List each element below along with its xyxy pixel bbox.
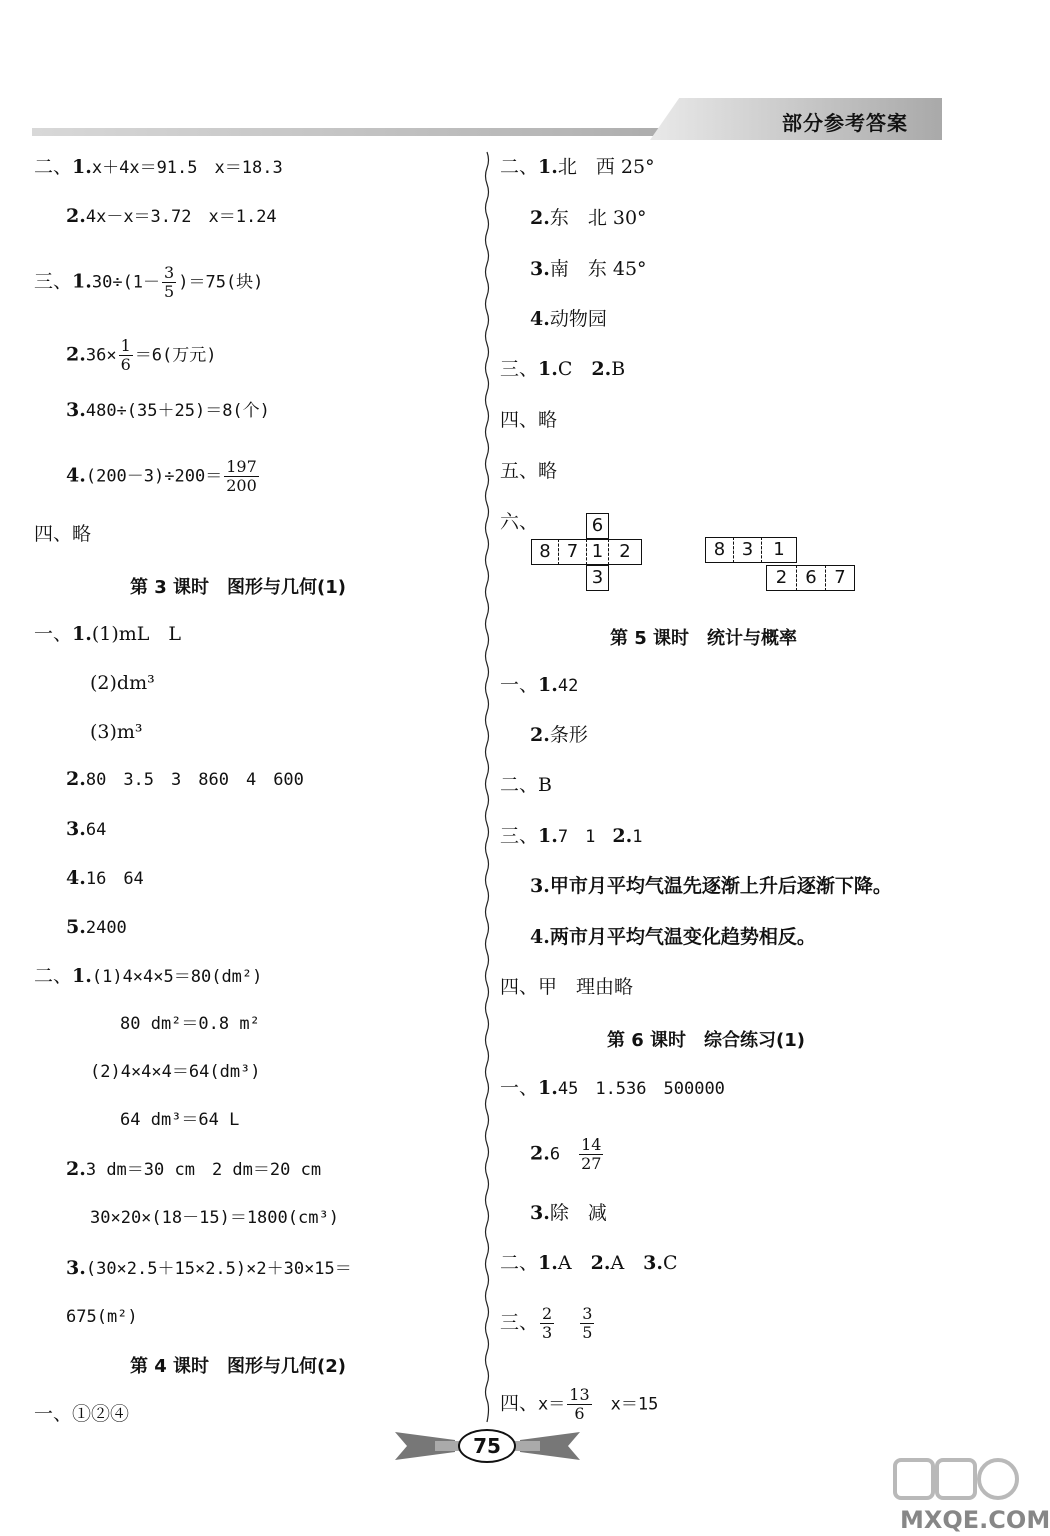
section-heading: 第 3 课时 图形与几何(1) bbox=[130, 577, 347, 598]
section-marker: 一、 bbox=[34, 623, 73, 645]
answer-line bbox=[66, 337, 216, 374]
answer-line bbox=[34, 964, 262, 989]
item-number: 1. bbox=[538, 358, 558, 380]
net-cell: 3 bbox=[586, 565, 609, 591]
answer-text: C bbox=[557, 358, 592, 380]
denominator: 6 bbox=[120, 355, 131, 374]
answer-line: 80 dm²＝0.8 m² bbox=[120, 1014, 260, 1034]
item-number: 3. bbox=[530, 1202, 550, 1224]
fraction bbox=[579, 1136, 603, 1173]
item-number: 2. bbox=[530, 1142, 550, 1165]
fraction bbox=[119, 337, 133, 374]
item-number: 1. bbox=[538, 825, 558, 847]
numerator: 3 bbox=[582, 1304, 593, 1323]
denominator: 5 bbox=[582, 1323, 593, 1342]
answer-line bbox=[34, 264, 263, 301]
answer-line: 四、略 bbox=[34, 523, 92, 545]
answer-line bbox=[500, 357, 625, 381]
denominator: 200 bbox=[226, 476, 257, 495]
answer-line bbox=[530, 723, 588, 747]
denominator: 6 bbox=[574, 1404, 585, 1423]
item-number: 2. bbox=[66, 768, 86, 790]
section-marker: 四、 bbox=[500, 1392, 539, 1415]
page-number: 75 bbox=[458, 1429, 516, 1463]
item-number: 1. bbox=[72, 965, 92, 987]
section-marker: 二、 bbox=[500, 1252, 539, 1274]
numerator: 13 bbox=[569, 1385, 590, 1404]
answer-text: ＝6(万元) bbox=[134, 345, 217, 366]
fraction bbox=[540, 1305, 554, 1342]
numerator: 2 bbox=[542, 1304, 553, 1323]
net-cell: 6 bbox=[796, 565, 826, 591]
answer-line bbox=[66, 1157, 321, 1182]
answer-line bbox=[66, 915, 127, 940]
net-cell: 2 bbox=[766, 565, 797, 591]
net-cell: 7 bbox=[825, 565, 855, 591]
answer-line bbox=[530, 257, 647, 281]
answer-line: 六、 bbox=[500, 511, 539, 533]
answer-text: 3 dm＝30 cm 2 dm＝20 cm bbox=[85, 1160, 322, 1180]
answer-line: 30×20×(18－15)＝1800(cm³) bbox=[90, 1208, 339, 1228]
answer-text: 64 bbox=[85, 820, 107, 840]
section-marker: 三、 bbox=[500, 825, 539, 847]
item-number: 1. bbox=[538, 1252, 558, 1274]
numerator: 3 bbox=[164, 263, 175, 282]
answer-line bbox=[66, 398, 270, 423]
answer-text: 4x－x＝3.72 x＝1.24 bbox=[85, 207, 277, 227]
item-number: 1. bbox=[538, 674, 558, 696]
numerator: 197 bbox=[226, 457, 257, 476]
answer-text: 30÷(1－ bbox=[91, 272, 161, 293]
answer-text: x＝ bbox=[538, 1394, 566, 1415]
answer-line bbox=[500, 155, 655, 179]
answer-line: (3)m³ bbox=[90, 721, 143, 743]
answer-line: 四、略 bbox=[500, 409, 558, 431]
answer-text: C bbox=[663, 1252, 678, 1274]
fraction bbox=[580, 1305, 594, 1342]
answer-line bbox=[66, 1256, 352, 1281]
answer-text: 条形 bbox=[549, 724, 588, 746]
section-marker: 二、 bbox=[34, 965, 73, 987]
item-number: 1. bbox=[72, 623, 92, 645]
answer-line: 二、B bbox=[500, 774, 552, 796]
answer-text: 南 东 45° bbox=[549, 258, 647, 280]
item-number: 2. bbox=[590, 1252, 611, 1274]
answer-text: 两市月平均气温变化趋势相反。 bbox=[549, 926, 816, 948]
item-number: 2. bbox=[66, 1158, 86, 1180]
item-number: 2. bbox=[591, 358, 612, 380]
section-marker: 三、 bbox=[500, 1311, 539, 1334]
fraction bbox=[224, 458, 259, 495]
answer-line: (2)dm³ bbox=[90, 672, 155, 694]
answer-text: B bbox=[611, 358, 626, 380]
section-heading: 第 6 课时 综合练习(1) bbox=[607, 1030, 806, 1051]
answer-line: (2)4×4×4＝64(dm³) bbox=[90, 1062, 261, 1082]
item-number: 3. bbox=[530, 258, 550, 280]
answer-text: 2400 bbox=[85, 918, 127, 938]
answer-text: x＋4x＝91.5 x＝18.3 bbox=[91, 158, 283, 178]
item-number: 3. bbox=[530, 875, 550, 897]
section-marker: 二、 bbox=[34, 156, 73, 178]
answer-text: 北 西 25° bbox=[557, 156, 655, 178]
answer-line: 675(m²) bbox=[66, 1307, 138, 1327]
answer-text: 东 北 30° bbox=[549, 207, 647, 229]
fraction bbox=[162, 264, 176, 301]
answer-text: )＝75(块) bbox=[178, 272, 264, 293]
answer-line bbox=[34, 622, 181, 646]
answer-text: 16 64 bbox=[85, 869, 144, 889]
answer-line bbox=[530, 307, 607, 331]
answer-text: 42 bbox=[557, 676, 579, 696]
net-cell: 7 bbox=[558, 539, 587, 565]
answer-line bbox=[66, 458, 261, 495]
item-number: 5. bbox=[66, 916, 86, 938]
section-marker: 一、 bbox=[500, 1077, 539, 1099]
answer-text: (1)4×4×5＝80(dm²) bbox=[91, 967, 263, 987]
answer-line bbox=[66, 817, 106, 842]
answer-text: 7 1 bbox=[557, 827, 613, 847]
answer-line bbox=[530, 925, 816, 949]
item-number: 2. bbox=[66, 205, 86, 227]
item-number: 1. bbox=[538, 1077, 558, 1099]
answer-text: 甲市月平均气温先逐渐上升后逐渐下降。 bbox=[549, 875, 892, 897]
answer-line bbox=[66, 204, 277, 229]
section-marker: 二、 bbox=[500, 156, 539, 178]
answer-text: A bbox=[610, 1252, 644, 1274]
item-number: 2. bbox=[66, 343, 86, 366]
answer-text: (30×2.5＋15×2.5)×2＋30×15＝ bbox=[85, 1259, 352, 1279]
item-number: 1. bbox=[72, 156, 92, 178]
section-heading: 第 4 课时 图形与几何(2) bbox=[130, 1356, 347, 1377]
item-number: 4. bbox=[66, 464, 86, 487]
section-marker: 一、 bbox=[500, 674, 539, 696]
answer-text: 45 1.536 500000 bbox=[557, 1079, 725, 1099]
section-marker: 三、 bbox=[500, 358, 539, 380]
answer-line: 64 dm³＝64 L bbox=[120, 1110, 240, 1130]
denominator: 5 bbox=[164, 282, 175, 301]
section-marker: 三、 bbox=[34, 270, 73, 293]
net-cell: 6 bbox=[586, 513, 609, 539]
answer-line bbox=[500, 1076, 725, 1101]
item-number: 4. bbox=[530, 308, 550, 330]
answer-line: 五、略 bbox=[500, 460, 558, 482]
answer-line bbox=[66, 866, 144, 891]
answer-line bbox=[530, 1201, 607, 1225]
item-number: 3. bbox=[66, 818, 86, 840]
net-cell: 2 bbox=[608, 539, 642, 565]
answer-line bbox=[500, 824, 642, 849]
item-number: 4. bbox=[530, 926, 550, 948]
answer-line bbox=[34, 155, 283, 180]
answer-line bbox=[500, 1386, 658, 1423]
answer-line bbox=[500, 1251, 678, 1275]
item-number: 2. bbox=[530, 207, 550, 229]
answer-line: 一、①②④ bbox=[34, 1403, 130, 1425]
net-cell: 8 bbox=[705, 537, 734, 563]
watermark-text: MXQE.COM bbox=[900, 1506, 1050, 1534]
numerator: 14 bbox=[581, 1135, 602, 1154]
item-number: 2. bbox=[530, 724, 550, 746]
answer-text: 80 3.5 3 860 4 600 bbox=[85, 770, 304, 790]
section-heading: 第 5 课时 统计与概率 bbox=[610, 628, 798, 649]
answer-text: 36× bbox=[85, 345, 117, 366]
net-cell: 1 bbox=[761, 537, 797, 563]
page-header-title: 部分参考答案 bbox=[782, 111, 908, 135]
answer-line bbox=[530, 206, 647, 230]
fraction bbox=[567, 1386, 591, 1423]
item-number: 3. bbox=[643, 1252, 664, 1274]
answer-text: 6 bbox=[549, 1144, 578, 1165]
column-divider bbox=[484, 152, 490, 1422]
answer-text: 1 bbox=[632, 827, 643, 847]
denominator: 3 bbox=[542, 1323, 553, 1342]
net-cell: 8 bbox=[531, 539, 559, 565]
item-number: 2. bbox=[612, 825, 633, 847]
net-cell: 1 bbox=[586, 539, 609, 565]
item-number: 3. bbox=[66, 399, 86, 421]
item-number: 4. bbox=[66, 867, 86, 889]
answer-line bbox=[530, 1136, 605, 1173]
answer-text: 动物园 bbox=[549, 308, 607, 330]
answer-line bbox=[500, 673, 578, 698]
item-number: 1. bbox=[538, 156, 558, 178]
item-number: 1. bbox=[72, 270, 92, 293]
net-cell: 3 bbox=[733, 537, 762, 563]
answer-line bbox=[530, 874, 892, 898]
answer-text: A bbox=[557, 1252, 591, 1274]
item-number: 3. bbox=[66, 1257, 86, 1279]
answer-line bbox=[500, 1305, 596, 1342]
numerator: 1 bbox=[120, 336, 131, 355]
answer-text: 480÷(35＋25)＝8(个) bbox=[85, 401, 270, 421]
denominator: 27 bbox=[581, 1154, 602, 1173]
answer-line: 四、甲 理由略 bbox=[500, 976, 634, 998]
answer-text: x＝15 bbox=[593, 1394, 659, 1415]
answer-line bbox=[66, 767, 304, 792]
answer-text: (1)mL L bbox=[91, 623, 182, 645]
answer-text: 除 减 bbox=[549, 1202, 607, 1224]
answer-text: (200－3)÷200＝ bbox=[85, 466, 223, 487]
